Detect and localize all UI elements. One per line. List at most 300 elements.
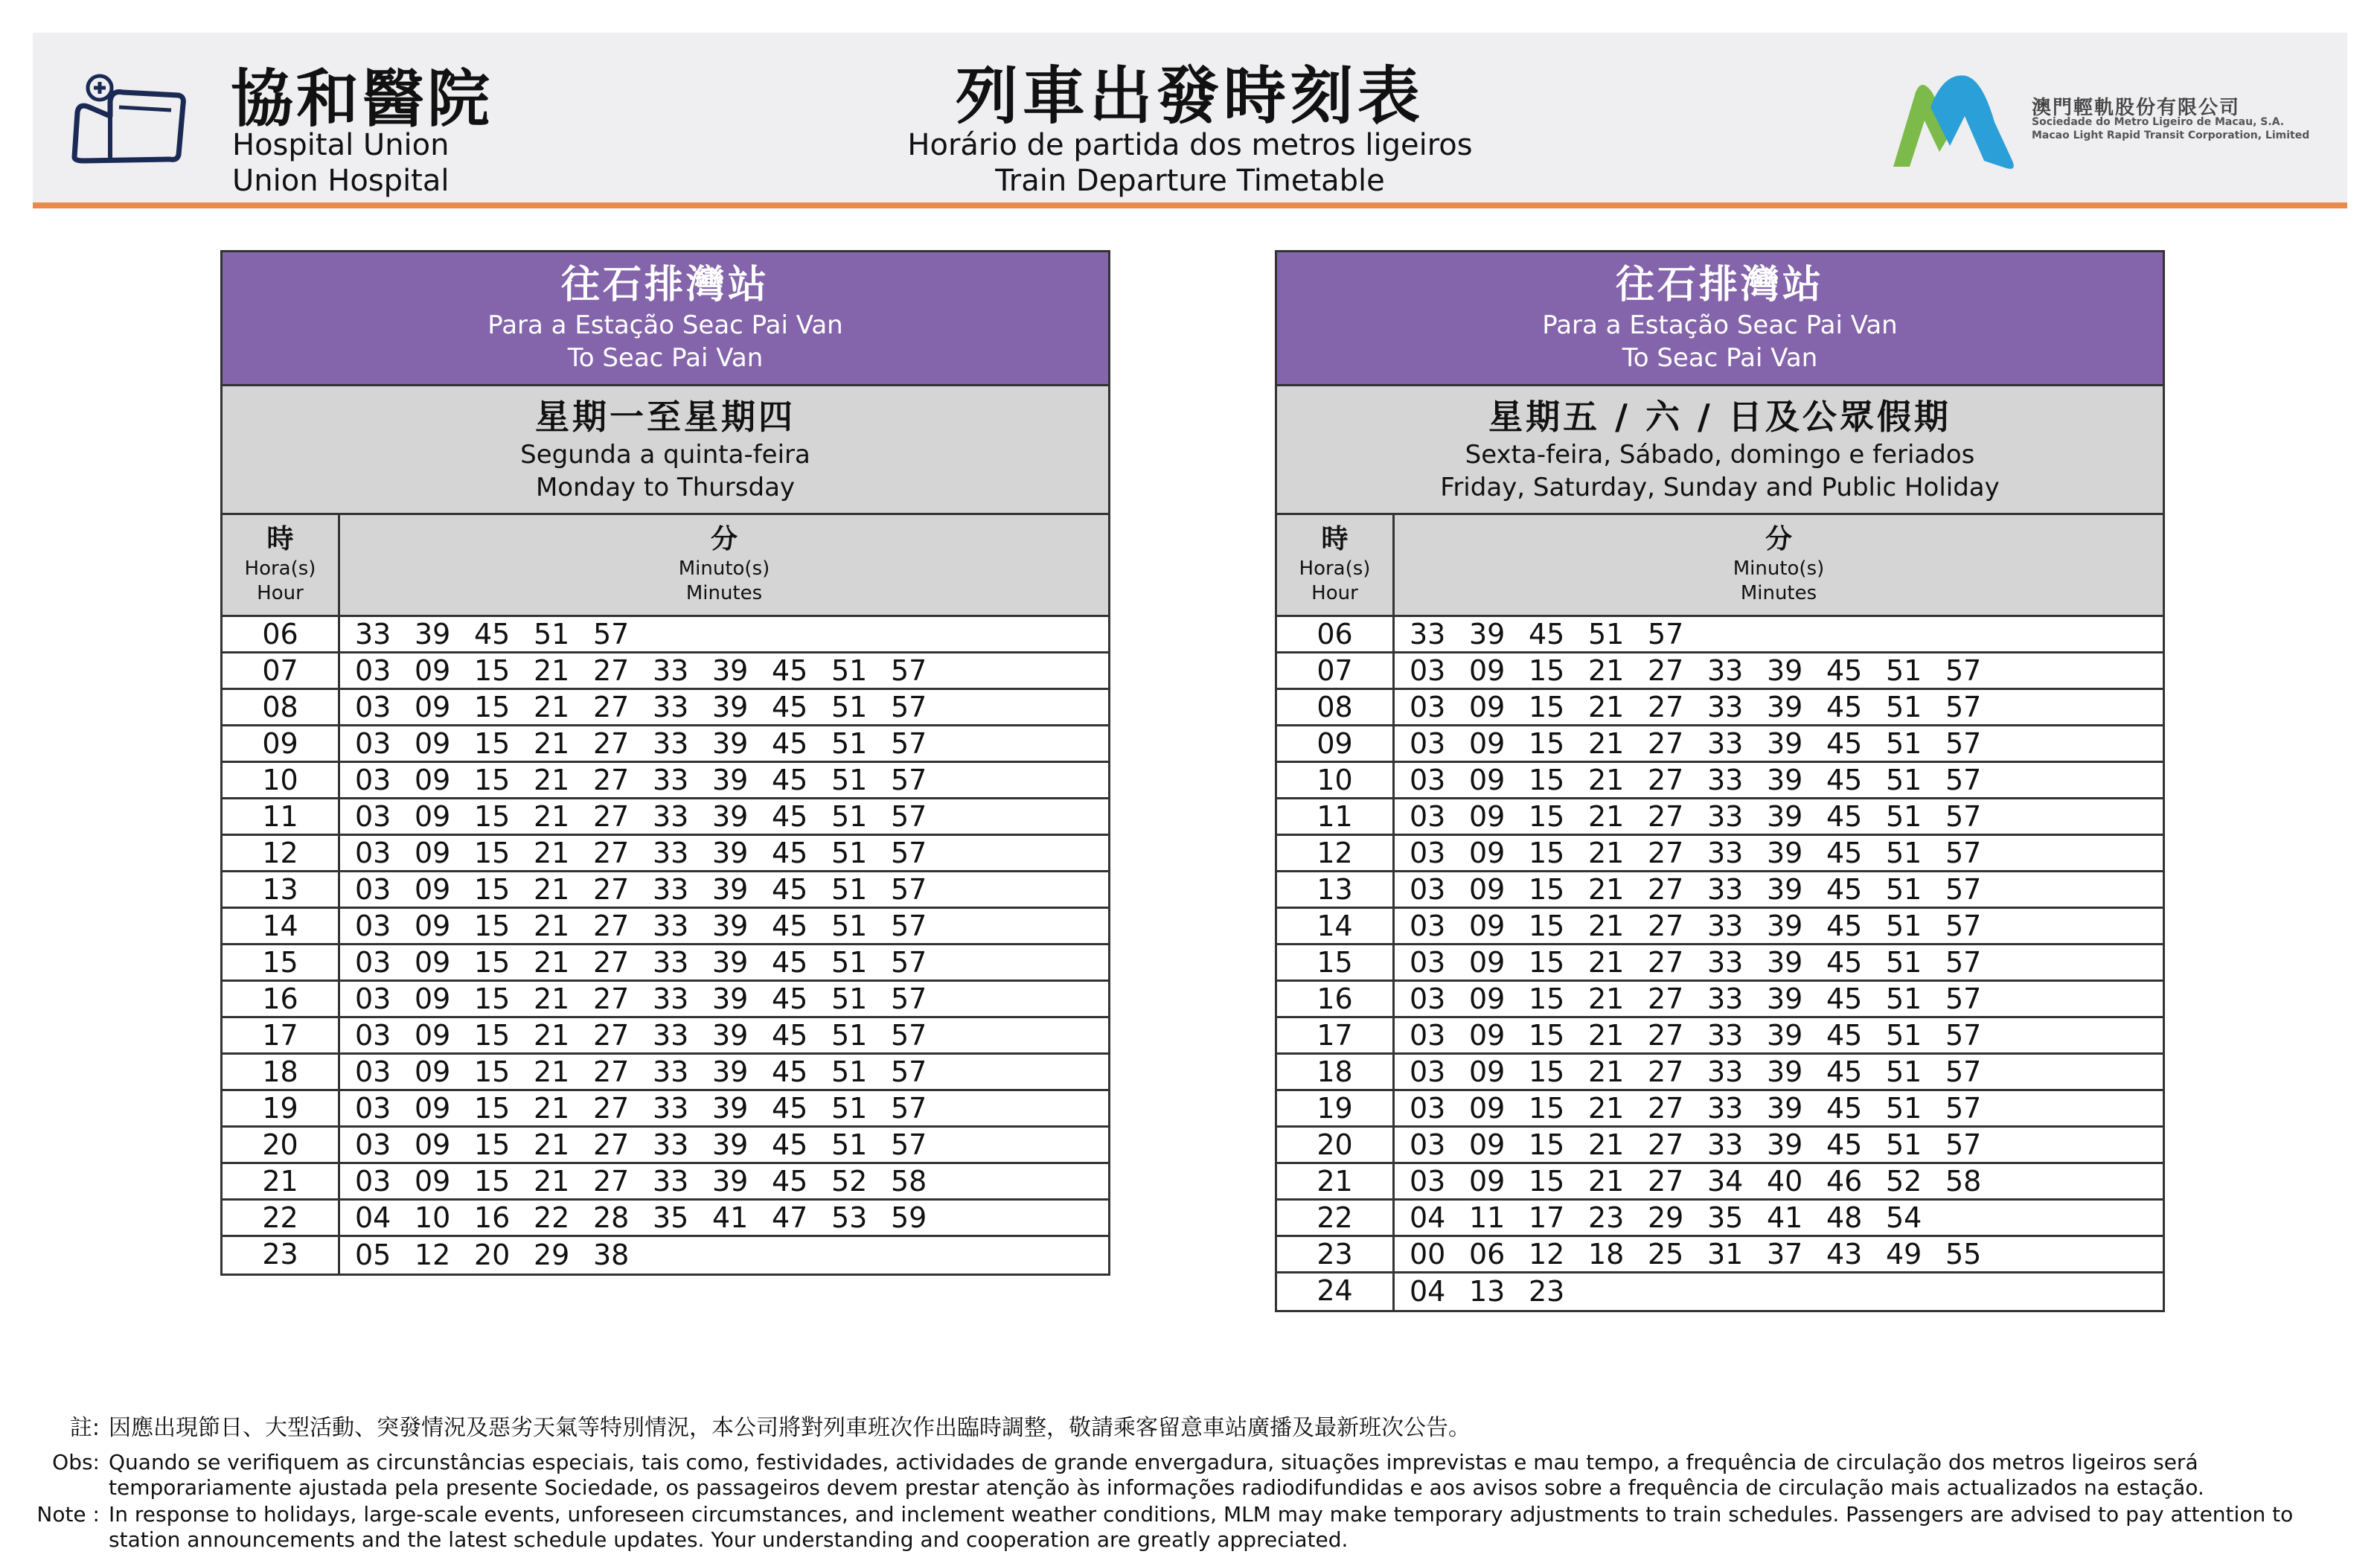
hour-cell: 23 bbox=[223, 1237, 340, 1273]
destination-en: To Seac Pai Van bbox=[1622, 343, 1818, 373]
departure-minute: 33 bbox=[653, 1018, 689, 1052]
hour-cell: 06 bbox=[223, 617, 340, 651]
departure-minute: 39 bbox=[712, 799, 749, 833]
departure-minute: 57 bbox=[1945, 982, 1982, 1015]
departure-minute: 51 bbox=[831, 653, 868, 687]
departure-minute: 27 bbox=[1648, 653, 1684, 687]
departure-minute: 35 bbox=[1707, 1201, 1744, 1234]
departure-minute: 51 bbox=[1886, 1128, 1922, 1161]
minutes-cell bbox=[1395, 945, 2005, 979]
departure-minute: 21 bbox=[534, 653, 570, 687]
table-row bbox=[1277, 1091, 2163, 1128]
departure-minute: 39 bbox=[712, 763, 749, 796]
departure-minute: 09 bbox=[415, 653, 451, 687]
departure-minute: 21 bbox=[1588, 982, 1625, 1015]
departure-minute: 45 bbox=[772, 909, 808, 942]
departure-minute: 51 bbox=[1886, 982, 1922, 1015]
departure-minute: 45 bbox=[1826, 1055, 1863, 1088]
departure-minute: 57 bbox=[593, 617, 630, 651]
departure-minute: 33 bbox=[653, 726, 689, 760]
service-days-zh: 星期五 / 六 / 日及公眾假期 bbox=[1488, 397, 1951, 437]
table-row bbox=[1277, 836, 2163, 872]
hour-cell: 14 bbox=[1277, 909, 1395, 943]
departure-minute: 51 bbox=[831, 872, 868, 906]
departure-minute: 09 bbox=[415, 1055, 451, 1088]
minutes-cell bbox=[340, 909, 950, 943]
hour-label-zh: 時 bbox=[266, 524, 294, 555]
minutes-cell bbox=[1395, 1201, 1945, 1235]
departure-minute: 27 bbox=[593, 653, 630, 687]
departure-minute: 45 bbox=[1826, 799, 1863, 833]
departure-minute: 51 bbox=[831, 982, 868, 1015]
departure-minute: 05 bbox=[355, 1239, 391, 1271]
departure-minute: 15 bbox=[1529, 982, 1565, 1015]
note-zh: 因應出現節日、大型活動、突發情況及惡劣天氣等特別情況，本公司將對列車班次作出臨時調整，敬請乘客留意車站廣播及最新班次公告。 bbox=[109, 1415, 1471, 1441]
departure-minute: 45 bbox=[1826, 982, 1863, 1015]
station-name-zh: 協和醫院 bbox=[231, 63, 493, 135]
departure-minute: 27 bbox=[1648, 763, 1684, 796]
departure-minute: 09 bbox=[415, 1164, 451, 1198]
departure-minute: 47 bbox=[772, 1201, 808, 1234]
departure-minute: 33 bbox=[1410, 617, 1446, 651]
departure-minute: 03 bbox=[1410, 1128, 1446, 1161]
minutes-cell bbox=[1395, 617, 1707, 651]
departure-minute: 21 bbox=[534, 1164, 570, 1198]
departure-minute: 21 bbox=[534, 726, 570, 760]
departure-minute: 45 bbox=[1826, 726, 1863, 760]
departure-minute: 33 bbox=[1707, 1055, 1744, 1088]
departure-minute: 03 bbox=[355, 690, 391, 723]
table-row bbox=[1277, 1164, 2163, 1201]
departure-minute: 45 bbox=[1826, 1018, 1863, 1052]
departure-minute: 09 bbox=[415, 763, 451, 796]
table-row bbox=[223, 1237, 1108, 1273]
departure-minute: 53 bbox=[831, 1201, 868, 1234]
departure-minute: 03 bbox=[1410, 872, 1446, 906]
departure-minute: 33 bbox=[355, 617, 391, 651]
departure-minute: 03 bbox=[355, 1091, 391, 1125]
hour-cell: 17 bbox=[1277, 1018, 1395, 1052]
departure-minute: 15 bbox=[1529, 653, 1565, 687]
destination-zh: 往石排灣站 bbox=[1615, 263, 1824, 307]
departure-minute: 27 bbox=[593, 836, 630, 869]
departure-minute: 51 bbox=[831, 1018, 868, 1052]
table-row bbox=[223, 982, 1108, 1018]
hour-cell: 21 bbox=[1277, 1164, 1395, 1198]
departure-minute: 03 bbox=[1410, 1091, 1446, 1125]
departure-minute: 39 bbox=[1767, 1018, 1803, 1052]
departure-minute: 57 bbox=[1945, 836, 1982, 869]
departure-minute: 15 bbox=[1529, 726, 1565, 760]
minutes-cell bbox=[340, 1128, 950, 1162]
departure-minute: 27 bbox=[593, 1164, 630, 1198]
departure-minute: 57 bbox=[891, 872, 927, 906]
departure-minute: 09 bbox=[1469, 945, 1506, 979]
departure-minute: 21 bbox=[534, 799, 570, 833]
departure-minute: 57 bbox=[891, 1128, 927, 1161]
departure-minute: 15 bbox=[474, 872, 511, 906]
departure-minute: 39 bbox=[712, 1164, 749, 1198]
minute-column-header bbox=[1395, 515, 2163, 615]
departure-minute: 39 bbox=[1767, 909, 1803, 942]
departure-minute: 03 bbox=[1410, 799, 1446, 833]
table-row bbox=[223, 1055, 1108, 1091]
service-days-header bbox=[1277, 386, 2163, 515]
departure-minute: 15 bbox=[474, 1018, 511, 1052]
departure-minute: 27 bbox=[593, 982, 630, 1015]
minutes-cell bbox=[340, 1201, 950, 1235]
hour-cell: 13 bbox=[223, 872, 340, 907]
hour-cell: 16 bbox=[223, 982, 340, 1016]
departure-minute: 00 bbox=[1410, 1237, 1446, 1271]
departure-minute: 15 bbox=[1529, 1055, 1565, 1088]
departure-minute: 03 bbox=[355, 982, 391, 1015]
departure-minute: 39 bbox=[1767, 690, 1803, 723]
departure-minute: 33 bbox=[1707, 763, 1744, 796]
departure-minute: 15 bbox=[474, 726, 511, 760]
departure-minute: 29 bbox=[534, 1239, 570, 1271]
minutes-cell bbox=[340, 945, 950, 979]
departure-minute: 57 bbox=[891, 836, 927, 869]
minute-label-pt: Minuto(s) bbox=[678, 557, 770, 580]
minutes-cell bbox=[340, 982, 950, 1016]
minutes-cell bbox=[340, 799, 950, 834]
minutes-cell bbox=[340, 872, 950, 907]
departure-minute: 20 bbox=[474, 1239, 511, 1271]
departure-minute: 09 bbox=[415, 982, 451, 1015]
departure-minute: 15 bbox=[474, 982, 511, 1015]
departure-minute: 21 bbox=[534, 1018, 570, 1052]
departure-minute: 45 bbox=[772, 1091, 808, 1125]
departure-minute: 03 bbox=[355, 726, 391, 760]
departure-minute: 33 bbox=[1707, 1018, 1744, 1052]
departure-minute: 03 bbox=[355, 763, 391, 796]
minutes-cell bbox=[1395, 1091, 2005, 1125]
departure-minute: 33 bbox=[1707, 836, 1744, 869]
departure-minute: 21 bbox=[534, 982, 570, 1015]
departure-minute: 51 bbox=[1886, 690, 1922, 723]
departure-minute: 21 bbox=[1588, 763, 1625, 796]
departure-minute: 09 bbox=[1469, 836, 1506, 869]
departure-minute: 21 bbox=[534, 1055, 570, 1088]
minutes-cell bbox=[1395, 799, 2005, 834]
departure-minute: 15 bbox=[1529, 1128, 1565, 1161]
departure-minute: 29 bbox=[1648, 1201, 1684, 1234]
hour-cell: 10 bbox=[1277, 763, 1395, 797]
departure-minute: 39 bbox=[712, 690, 749, 723]
page-title-zh: 列車出發時刻表 bbox=[955, 60, 1424, 132]
minutes-cell bbox=[340, 836, 950, 870]
departure-minute: 21 bbox=[1588, 836, 1625, 869]
departure-minute: 33 bbox=[1707, 1091, 1744, 1125]
timetable-body bbox=[1277, 617, 2163, 1310]
hour-column-header bbox=[1277, 515, 1395, 615]
departure-minute: 57 bbox=[891, 1091, 927, 1125]
table-row bbox=[223, 799, 1108, 836]
departure-minute: 45 bbox=[772, 982, 808, 1015]
departure-minute: 21 bbox=[534, 945, 570, 979]
departure-minute: 45 bbox=[772, 763, 808, 796]
departure-minute: 51 bbox=[534, 617, 570, 651]
departure-minute: 15 bbox=[1529, 690, 1565, 723]
destination-en: To Seac Pai Van bbox=[567, 343, 764, 373]
hour-cell: 19 bbox=[223, 1091, 340, 1125]
departure-minute: 27 bbox=[1648, 1164, 1684, 1198]
departure-minute: 15 bbox=[474, 763, 511, 796]
table-row bbox=[223, 617, 1108, 653]
departure-minute: 15 bbox=[474, 1055, 511, 1088]
departure-minute: 39 bbox=[415, 617, 451, 651]
departure-minute: 57 bbox=[1945, 872, 1982, 906]
departure-minute: 58 bbox=[891, 1164, 927, 1198]
column-header bbox=[223, 515, 1108, 617]
departure-minute: 57 bbox=[891, 909, 927, 942]
departure-minute: 38 bbox=[593, 1239, 630, 1271]
departure-minute: 25 bbox=[1648, 1237, 1684, 1271]
departure-minute: 45 bbox=[772, 1128, 808, 1161]
minutes-cell bbox=[1395, 690, 2005, 724]
departure-minute: 39 bbox=[1767, 872, 1803, 906]
departure-minute: 15 bbox=[474, 945, 511, 979]
hour-label-pt: Hora(s) bbox=[1299, 557, 1371, 580]
departure-minute: 39 bbox=[1767, 653, 1803, 687]
departure-minute: 39 bbox=[712, 909, 749, 942]
departure-minute: 51 bbox=[831, 799, 868, 833]
minutes-cell bbox=[340, 763, 950, 797]
departure-minute: 15 bbox=[474, 799, 511, 833]
minutes-cell bbox=[340, 726, 950, 761]
departure-minute: 21 bbox=[1588, 653, 1625, 687]
departure-minute: 57 bbox=[1945, 726, 1982, 760]
departure-minute: 21 bbox=[1588, 909, 1625, 942]
departure-minute: 27 bbox=[593, 1091, 630, 1125]
departure-minute: 45 bbox=[772, 836, 808, 869]
departure-minute: 39 bbox=[1767, 836, 1803, 869]
departure-minute: 57 bbox=[1648, 617, 1684, 651]
departure-minute: 45 bbox=[1826, 909, 1863, 942]
page-title-en: Train Departure Timetable bbox=[995, 164, 1385, 198]
departure-minute: 39 bbox=[712, 872, 749, 906]
hour-cell: 24 bbox=[1277, 1273, 1395, 1310]
departure-minute: 39 bbox=[712, 945, 749, 979]
minutes-cell bbox=[340, 1164, 950, 1198]
service-days-en: Monday to Thursday bbox=[535, 473, 796, 502]
minutes-cell bbox=[340, 1018, 950, 1052]
column-header bbox=[1277, 515, 2163, 617]
departure-minute: 33 bbox=[1707, 982, 1744, 1015]
table-row bbox=[223, 1201, 1108, 1237]
departure-minute: 57 bbox=[891, 982, 927, 1015]
hour-cell: 20 bbox=[1277, 1128, 1395, 1162]
departure-minute: 15 bbox=[1529, 799, 1565, 833]
departure-minute: 51 bbox=[831, 909, 868, 942]
destination-pt: Para a Estação Seac Pai Van bbox=[1542, 310, 1898, 340]
minutes-cell bbox=[1395, 1164, 2005, 1198]
departure-minute: 39 bbox=[712, 836, 749, 869]
departure-minute: 33 bbox=[1707, 945, 1744, 979]
note-en-label: Note : bbox=[36, 1502, 100, 1527]
minutes-cell bbox=[1395, 1018, 2005, 1052]
minute-label-zh: 分 bbox=[710, 524, 738, 555]
departure-minute: 45 bbox=[1826, 836, 1863, 869]
departure-minute: 33 bbox=[653, 799, 689, 833]
departure-minute: 37 bbox=[1767, 1237, 1803, 1271]
departure-minute: 45 bbox=[1529, 617, 1565, 651]
hour-cell: 20 bbox=[223, 1128, 340, 1162]
departure-minute: 27 bbox=[1648, 726, 1684, 760]
departure-minute: 39 bbox=[1767, 1128, 1803, 1161]
table-row bbox=[1277, 909, 2163, 945]
departure-minute: 45 bbox=[474, 617, 511, 651]
hour-cell: 08 bbox=[1277, 690, 1395, 724]
destination-pt: Para a Estação Seac Pai Van bbox=[487, 310, 843, 340]
minutes-cell bbox=[1395, 836, 2005, 870]
departure-minute: 51 bbox=[1886, 763, 1922, 796]
departure-minute: 48 bbox=[1826, 1201, 1863, 1234]
departure-minute: 46 bbox=[1826, 1164, 1863, 1198]
departure-minute: 21 bbox=[534, 763, 570, 796]
service-days-zh: 星期一至星期四 bbox=[535, 397, 796, 437]
departure-minute: 15 bbox=[474, 909, 511, 942]
departure-minute: 27 bbox=[1648, 909, 1684, 942]
departure-minute: 41 bbox=[1767, 1201, 1803, 1234]
departure-minute: 03 bbox=[1410, 653, 1446, 687]
departure-minute: 15 bbox=[1529, 836, 1565, 869]
departure-minute: 27 bbox=[1648, 945, 1684, 979]
departure-minute: 03 bbox=[355, 1018, 391, 1052]
departure-minute: 21 bbox=[1588, 1055, 1625, 1088]
departure-minute: 45 bbox=[1826, 690, 1863, 723]
service-days-pt: Segunda a quinta-feira bbox=[520, 440, 810, 470]
departure-minute: 27 bbox=[593, 763, 630, 796]
departure-minute: 27 bbox=[1648, 799, 1684, 833]
departure-minute: 35 bbox=[653, 1201, 689, 1234]
minutes-cell bbox=[340, 1055, 950, 1089]
departure-minute: 09 bbox=[1469, 1091, 1506, 1125]
departure-minute: 51 bbox=[1886, 726, 1922, 760]
timetable-weekday bbox=[220, 250, 1110, 1276]
departure-minute: 21 bbox=[534, 690, 570, 723]
departure-minute: 45 bbox=[772, 1164, 808, 1198]
departure-minute: 21 bbox=[1588, 726, 1625, 760]
departure-minute: 33 bbox=[653, 653, 689, 687]
note-pt-label: Obs: bbox=[52, 1450, 100, 1474]
table-row bbox=[1277, 872, 2163, 909]
table-row bbox=[1277, 945, 2163, 982]
departure-minute: 09 bbox=[1469, 1164, 1506, 1198]
minutes-cell bbox=[1395, 872, 2005, 907]
departure-minute: 03 bbox=[355, 1055, 391, 1088]
station-name-pt: Hospital Union bbox=[232, 128, 450, 162]
departure-minute: 09 bbox=[415, 690, 451, 723]
departure-minute: 33 bbox=[1707, 653, 1744, 687]
departure-minute: 27 bbox=[1648, 982, 1684, 1015]
departure-minute: 15 bbox=[1529, 763, 1565, 796]
departure-minute: 21 bbox=[1588, 1128, 1625, 1161]
table-row bbox=[1277, 1201, 2163, 1237]
departure-minute: 57 bbox=[1945, 1055, 1982, 1088]
departure-minute: 39 bbox=[1767, 763, 1803, 796]
departure-minute: 09 bbox=[1469, 763, 1506, 796]
departure-minute: 03 bbox=[1410, 1164, 1446, 1198]
departure-minute: 09 bbox=[415, 799, 451, 833]
destination-zh: 往石排灣站 bbox=[560, 263, 770, 307]
departure-minute: 09 bbox=[1469, 1055, 1506, 1088]
minutes-cell bbox=[340, 690, 950, 724]
departure-minute: 39 bbox=[1767, 945, 1803, 979]
departure-minute: 09 bbox=[415, 1018, 451, 1052]
departure-minute: 03 bbox=[1410, 1055, 1446, 1088]
hour-cell: 09 bbox=[223, 726, 340, 761]
minutes-cell bbox=[1395, 1055, 2005, 1089]
departure-minute: 45 bbox=[1826, 872, 1863, 906]
table-row bbox=[1277, 1055, 2163, 1091]
departure-minute: 09 bbox=[1469, 653, 1506, 687]
departure-minute: 51 bbox=[831, 1091, 868, 1125]
departure-minute: 57 bbox=[1945, 653, 1982, 687]
departure-minute: 09 bbox=[415, 945, 451, 979]
departure-minute: 13 bbox=[1469, 1275, 1506, 1308]
table-row bbox=[1277, 1273, 2163, 1310]
hour-cell: 21 bbox=[223, 1164, 340, 1198]
departure-minute: 06 bbox=[1469, 1237, 1506, 1271]
note-en: In response to holidays, large-scale events, unforeseen circumstances, and inclement weather conditions, MLM may make temporary adjustments to train schedules. Passengers are advised to pay attention to station announcements and the latest schedule updates. Your understanding and cooperation are greatly appreciated. bbox=[109, 1502, 2294, 1552]
departure-minute: 03 bbox=[1410, 1018, 1446, 1052]
departure-minute: 57 bbox=[1945, 1128, 1982, 1161]
departure-minute: 57 bbox=[891, 945, 927, 979]
departure-minute: 33 bbox=[653, 1164, 689, 1198]
hour-cell: 12 bbox=[223, 836, 340, 870]
departure-minute: 15 bbox=[474, 690, 511, 723]
departure-minute: 27 bbox=[1648, 1128, 1684, 1161]
hour-cell: 22 bbox=[1277, 1201, 1395, 1235]
table-row bbox=[1277, 726, 2163, 763]
table-row bbox=[1277, 1018, 2163, 1055]
table-row bbox=[223, 726, 1108, 763]
destination-header bbox=[223, 252, 1108, 386]
departure-minute: 23 bbox=[1588, 1201, 1625, 1234]
departure-minute: 33 bbox=[653, 1055, 689, 1088]
departure-minute: 22 bbox=[534, 1201, 570, 1234]
hour-cell: 11 bbox=[1277, 799, 1395, 834]
table-row bbox=[223, 909, 1108, 945]
departure-minute: 03 bbox=[1410, 836, 1446, 869]
departure-minute: 45 bbox=[772, 653, 808, 687]
departure-minute: 39 bbox=[1767, 1091, 1803, 1125]
timetable-weekend-holiday bbox=[1275, 250, 2165, 1312]
departure-minute: 04 bbox=[1410, 1201, 1446, 1234]
departure-minute: 51 bbox=[1886, 1055, 1922, 1088]
table-row bbox=[1277, 617, 2163, 653]
header-divider bbox=[33, 202, 2347, 208]
departure-minute: 27 bbox=[593, 872, 630, 906]
hour-cell: 14 bbox=[223, 909, 340, 943]
departure-minute: 58 bbox=[1945, 1164, 1982, 1198]
departure-minute: 10 bbox=[415, 1201, 451, 1234]
hour-cell: 07 bbox=[223, 653, 340, 688]
departure-minute: 04 bbox=[355, 1201, 391, 1234]
departure-minute: 57 bbox=[891, 1055, 927, 1088]
departure-minute: 39 bbox=[712, 1055, 749, 1088]
hour-cell: 06 bbox=[1277, 617, 1395, 651]
header-bar bbox=[33, 33, 2347, 204]
departure-minute: 09 bbox=[1469, 982, 1506, 1015]
table-row bbox=[1277, 799, 2163, 836]
departure-minute: 03 bbox=[1410, 945, 1446, 979]
departure-minute: 15 bbox=[1529, 1018, 1565, 1052]
departure-minute: 09 bbox=[415, 1091, 451, 1125]
departure-minute: 57 bbox=[1945, 945, 1982, 979]
